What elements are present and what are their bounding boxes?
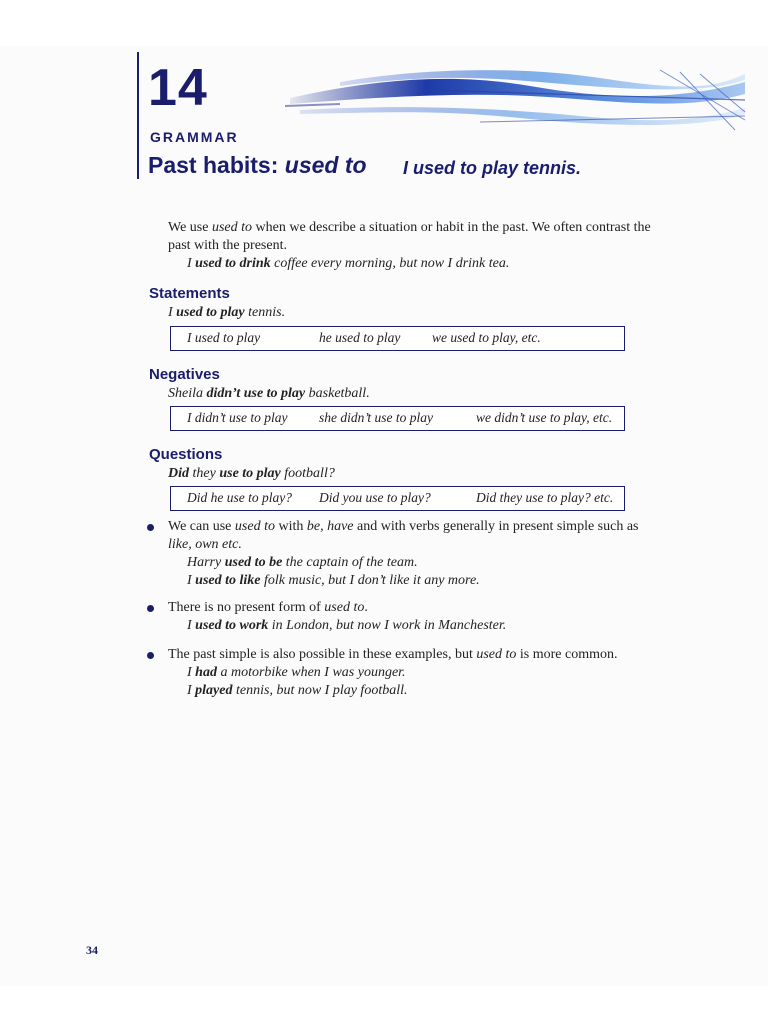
header-rule (137, 52, 139, 179)
page-background (0, 46, 768, 986)
statements-example: I used to play tennis. (168, 305, 286, 320)
title-example: I used to play tennis. (403, 158, 582, 178)
statements-form-3: we used to play, etc. (432, 330, 541, 345)
title-plain: Past habits: (148, 152, 285, 178)
negatives-example: Sheila didn’t use to play basketball. (168, 386, 370, 401)
bullet1-example2: I used to like folk music, but I don’t like it any more. (187, 573, 480, 588)
questions-example: Did they use to play football? (168, 466, 335, 481)
bullet-icon (147, 605, 154, 612)
questions-forms-box (170, 486, 625, 511)
section-label: GRAMMAR (150, 129, 239, 145)
bullet-icon (147, 652, 154, 659)
negatives-form-2: she didn’t use to play (319, 410, 433, 425)
decorative-swoosh-graphic (280, 60, 748, 140)
unit-number: 14 (148, 59, 208, 117)
bullet3-example1: I had a motorbike when I was younger. (187, 665, 406, 680)
bullet2-example: I used to work in London, but now I work in Manchester. (187, 618, 507, 633)
page-title (148, 152, 367, 179)
statements-form-2: he used to play (319, 330, 401, 345)
negatives-heading: Negatives (149, 366, 220, 383)
statements-heading: Statements (149, 285, 230, 302)
questions-heading: Questions (149, 446, 223, 463)
bullet2-line1: There is no present form of used to. (168, 600, 368, 615)
bullet1-line2: like, own etc. (168, 537, 242, 552)
bullet3-example2: I played tennis, but now I play football. (187, 683, 408, 698)
questions-form-3: Did they use to play? etc. (476, 490, 614, 505)
questions-form-1: Did he use to play? (187, 490, 292, 505)
bullet-icon (147, 524, 154, 531)
page-number: 34 (86, 943, 98, 957)
negatives-form-3: we didn’t use to play, etc. (476, 410, 613, 425)
bullet1-example1: Harry used to be the captain of the team. (187, 555, 418, 570)
intro-paragraph-line2: past with the present. (168, 238, 287, 253)
negatives-form-1: I didn’t use to play (187, 410, 288, 425)
statements-forms-box (170, 326, 625, 351)
bullet1-line1: We can use used to with be, have and with verbs generally in present simple such as (168, 519, 639, 534)
statements-form-1: I used to play (187, 330, 261, 345)
title-italic: used to (284, 152, 367, 178)
intro-paragraph-line1: We use used to when we describe a situation or habit in the past. We often contrast the (168, 220, 651, 235)
questions-form-2: Did you use to play? (319, 490, 431, 505)
intro-example: I used to drink coffee every morning, but now I drink tea. (187, 256, 510, 271)
bullet3-line1: The past simple is also possible in these examples, but used to is more common. (168, 647, 618, 662)
negatives-forms-box (170, 406, 625, 431)
